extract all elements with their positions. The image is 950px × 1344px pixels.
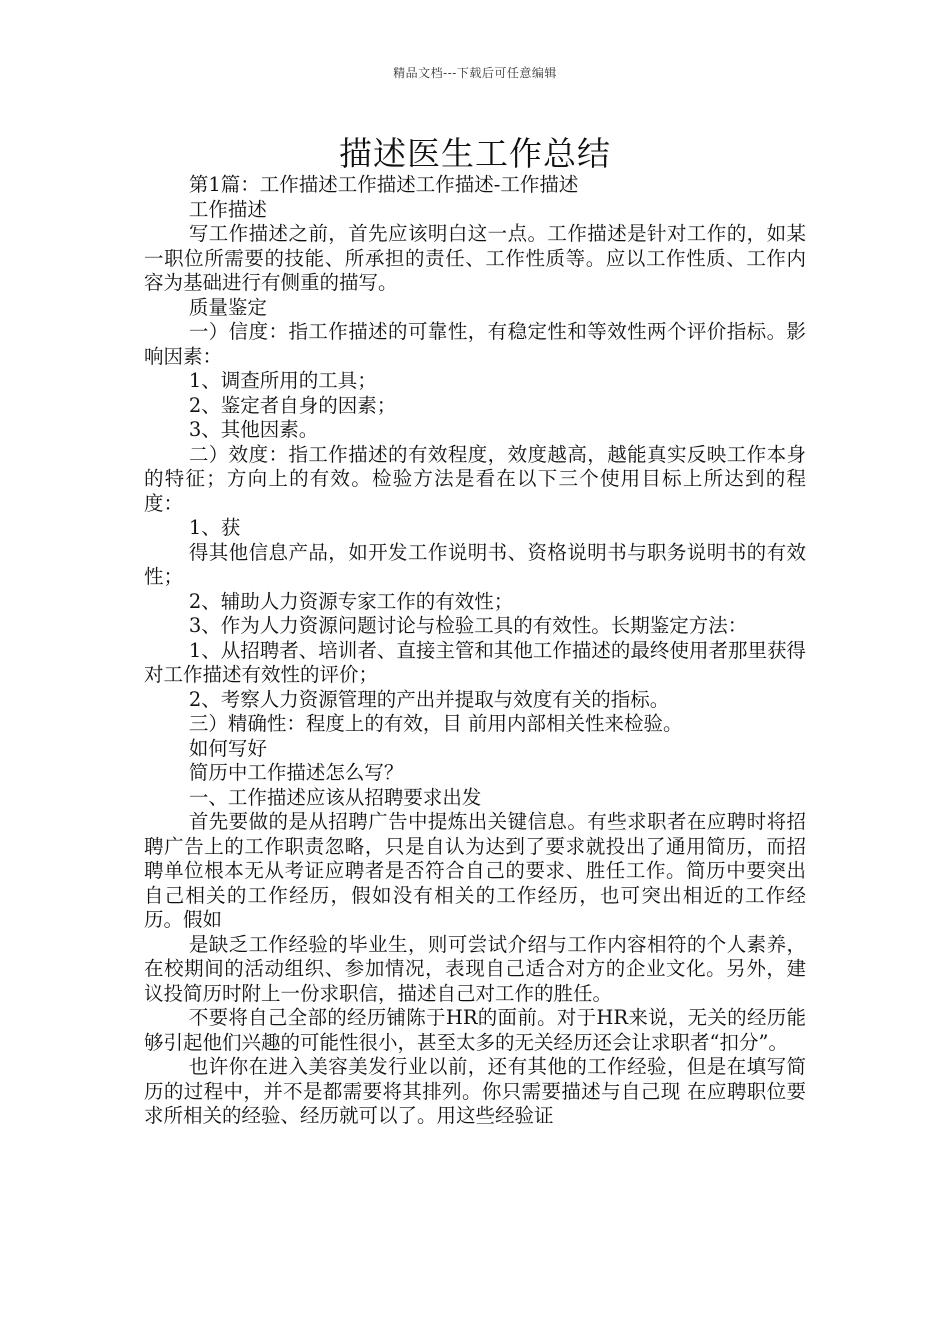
document-title: 描述医生工作总结 xyxy=(339,134,611,173)
paragraph: 首先要做的是从招聘广告中提炼出关键信息。有些求职者在应聘时将招聘广告上的工作职责忽略，只是自认为达到了要求就投出了通用简历，而招聘单位根本无从考证应聘者是否符合自己的要求、胜任工作。简历中要突出自己相关的工作经历，假如没有相关的工作经历，也可突出相近的工作经历。假如 xyxy=(144,810,806,931)
section-heading: 第1篇：工作描述工作描述工作描述-工作描述 xyxy=(188,173,579,196)
paragraph: 三）精确性：程度上的有效，目 前用内部相关性来检验。 xyxy=(188,712,683,735)
document-body xyxy=(144,173,806,1129)
paragraph: 简历中工作描述怎么写？ xyxy=(188,761,404,784)
paragraph: 2、考察人力资源管理的产出并提取与效度有关的指标。 xyxy=(188,687,670,711)
paragraph: 得其他信息产品，如开发工作说明书、资格说明书与职务说明书的有效性； xyxy=(144,540,806,588)
paragraph: 如何写好 xyxy=(188,736,267,760)
paragraph: 1、从招聘者、培训者、直接主管和其他工作描述的最终使用者那里获得对工作描述有效性的评价； xyxy=(144,638,806,686)
paragraph: 一）信度：指工作描述的可靠性，有稳定性和等效性两个评价指标。影响因素： xyxy=(144,320,806,368)
paragraph: 1、调查所用的工具； xyxy=(188,369,377,392)
paragraph: 工作描述 xyxy=(188,197,267,221)
paragraph: 3、其他因素。 xyxy=(188,418,319,441)
paragraph: 写工作描述之前，首先应该明白这一点。工作描述是针对工作的，如某一职位所需要的技能、所承担的责任、工作性质等。应以工作性质、工作内容为基础进行有侧重的描写。 xyxy=(144,222,806,294)
paragraph: 二）效度：指工作描述的有效程度，效度越高，越能真实反映工作本身的特征；方向上的有效。检验方法是看在以下三个使用目标上所达到的程度： xyxy=(144,442,806,515)
paragraph: 也许你在进入美容美发行业以前，还有其他的工作经验，但是在填写简历的过程中，并不是都需要将其排列。你只需要描述与自己现 在应聘职位要求所相关的经验、经历就可以了。用这些经验证 xyxy=(144,1055,806,1127)
paragraph: 质量鉴定 xyxy=(188,295,267,319)
paragraph: 2、鉴定者自身的因素； xyxy=(188,393,397,417)
paragraph: 3、作为人力资源问题讨论与检验工具的有效性。长期鉴定方法： xyxy=(188,614,748,637)
paragraph: 2、辅助人力资源专家工作的有效性； xyxy=(188,589,514,613)
header-note: 精品文档---下载后可任意编辑 xyxy=(393,66,557,80)
paragraph: 是缺乏工作经验的毕业生，则可尝试介绍与工作内容相符的个人素养，在校期间的活动组织、参加情况，表现自己适合对方的企业文化。另外，建议投简历时附上一份求职信，描述自己对工作的胜任。 xyxy=(144,932,806,1005)
paragraph: 不要将自己全部的经历铺陈于HR的面前。对于HR来说，无关的经历能够引起他们兴趣的可能性很小，甚至太多的无关经历还会让求职者“扣分”。 xyxy=(144,1006,806,1054)
paragraph: 1、获 xyxy=(188,516,241,539)
paragraph: 一、工作描述应该从招聘要求出发 xyxy=(188,785,482,809)
